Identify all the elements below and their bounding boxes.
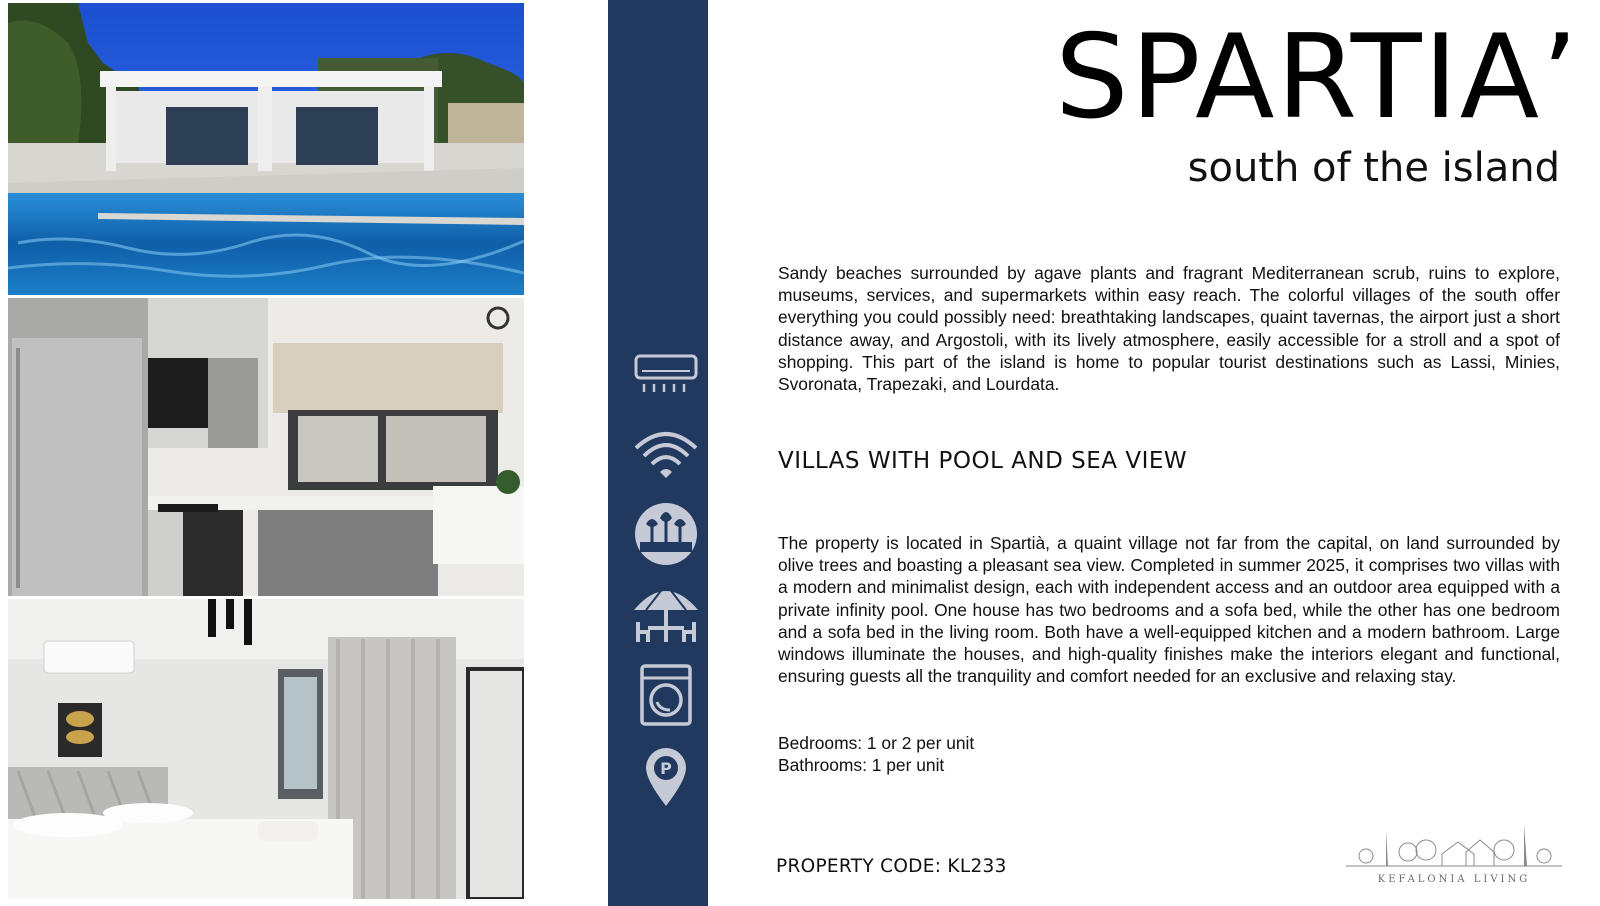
- intro-paragraph: Sandy beaches surrounded by agave plants and fragrant Mediterranean scrub, ruins to explore, museums, services, and supermarkets within easy reach. The colorful villages of the south offer everything you could possibly need: breathtaking landscapes, quaint tavernas, the airport just a short distance away, and Argostoli, with its lively atmosphere, easily accessible for a stroll and a spot of shopping. This part of the island is home to popular tourist destinations such as Lassi, Minies, Svoronata, Trapezaki, and Lourdata.: [778, 263, 1560, 395]
- air-conditioner-icon: [630, 340, 702, 412]
- section-heading: VILLAS WITH POOL AND SEA VIEW: [778, 448, 1188, 474]
- page-subtitle: south of the island: [1187, 145, 1560, 191]
- garden-icon: [630, 498, 702, 570]
- kefalonia-living-logo: [1346, 822, 1562, 890]
- property-code: PROPERTY CODE: KL233: [776, 856, 1007, 877]
- parking-icon: [630, 738, 702, 810]
- photo-villa-pool: [8, 3, 524, 295]
- photo-kitchen: [8, 298, 524, 596]
- logo-trees-icon: [1346, 822, 1562, 872]
- description-paragraph: The property is located in Spartià, a quaint village not far from the capital, on land surrounded by olive trees and boasting a pleasant sea view. Completed in summer 2025, it comprises two villas with a modern and minimalist design, each with independent access and an outdoor area equipped with a private infinity pool. One house has two bedrooms and a sofa bed, while the other has one bedroom and a sofa bed in the living room. Both have a well-equipped kitchen and a modern bathroom. Large windows illuminate the houses, and high-quality finishes make the interiors elegant and functional, ensuring guests all the tranquility and comfort needed for an exclusive and relaxing stay.: [778, 533, 1560, 687]
- washing-machine-icon: [630, 658, 702, 730]
- bedrooms-text: Bedrooms: 1 or 2 per unit: [778, 733, 975, 753]
- outdoor-dining-icon: [630, 576, 702, 648]
- logo-text: KEFALONIA LIVING: [1377, 874, 1531, 885]
- amenities-sidebar: [608, 0, 708, 906]
- page-title: SPARTIA’: [1055, 10, 1580, 145]
- svg-text:P: P: [660, 759, 672, 778]
- wifi-icon: [630, 418, 702, 490]
- bathrooms-text: Bathrooms: 1 per unit: [778, 755, 945, 776]
- property-facts: [778, 732, 974, 776]
- photo-bedroom: [8, 599, 524, 899]
